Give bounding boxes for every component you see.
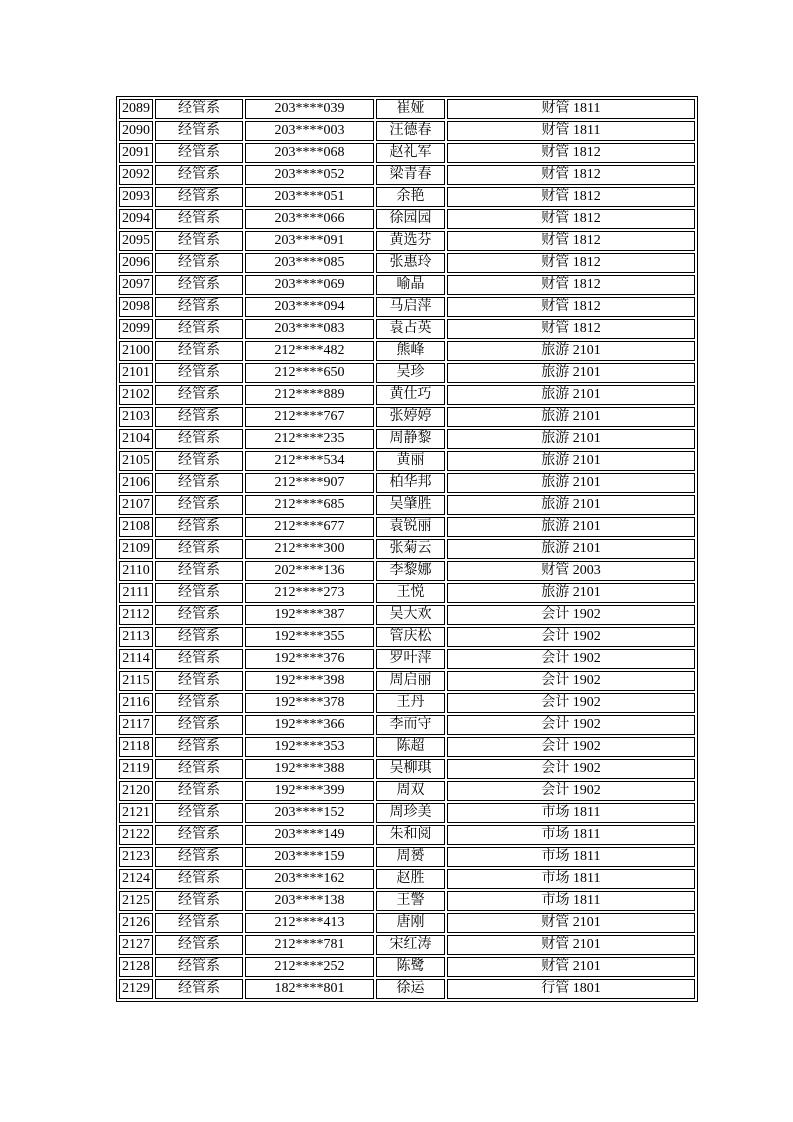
student-records-table [116,96,698,1002]
department-cell: 经管系 [155,253,243,273]
table-row [119,517,695,537]
serial-number-cell: 2108 [119,517,153,537]
student-id-cell: 203****162 [245,869,374,889]
student-id-cell: 192****388 [245,759,374,779]
student-name-cell: 王警 [376,891,445,911]
class-name-cell: 会计 1902 [447,781,695,801]
department-cell: 经管系 [155,605,243,625]
department-cell: 经管系 [155,825,243,845]
class-name-cell: 财管 1812 [447,187,695,207]
class-name-cell: 财管 1811 [447,99,695,119]
student-name-cell: 张婷婷 [376,407,445,427]
table-row [119,671,695,691]
student-name-cell: 陈超 [376,737,445,757]
class-name-cell: 旅游 2101 [447,385,695,405]
serial-number-cell: 2106 [119,473,153,493]
student-id-cell: 212****534 [245,451,374,471]
table-row [119,165,695,185]
table-row [119,693,695,713]
serial-number-cell: 2117 [119,715,153,735]
student-name-cell: 梁青春 [376,165,445,185]
serial-number-cell: 2104 [119,429,153,449]
class-name-cell: 旅游 2101 [447,407,695,427]
student-name-cell: 吴肇胜 [376,495,445,515]
table-row [119,231,695,251]
table-row [119,275,695,295]
class-name-cell: 旅游 2101 [447,341,695,361]
class-name-cell: 旅游 2101 [447,583,695,603]
student-id-cell: 203****138 [245,891,374,911]
student-id-cell: 212****300 [245,539,374,559]
table-row [119,363,695,383]
class-name-cell: 财管 2003 [447,561,695,581]
table-row [119,319,695,339]
table-row [119,627,695,647]
student-name-cell: 崔娅 [376,99,445,119]
class-name-cell: 旅游 2101 [447,429,695,449]
department-cell: 经管系 [155,385,243,405]
department-cell: 经管系 [155,979,243,999]
table-row [119,891,695,911]
class-name-cell: 会计 1902 [447,715,695,735]
class-name-cell: 旅游 2101 [447,451,695,471]
class-name-cell: 财管 2101 [447,957,695,977]
department-cell: 经管系 [155,209,243,229]
student-id-cell: 203****051 [245,187,374,207]
table-row [119,803,695,823]
student-id-cell: 203****039 [245,99,374,119]
student-name-cell: 余艳 [376,187,445,207]
student-name-cell: 李黎娜 [376,561,445,581]
table-row [119,957,695,977]
serial-number-cell: 2121 [119,803,153,823]
student-id-cell: 212****889 [245,385,374,405]
serial-number-cell: 2127 [119,935,153,955]
student-id-cell: 203****159 [245,847,374,867]
class-name-cell: 会计 1902 [447,759,695,779]
department-cell: 经管系 [155,143,243,163]
serial-number-cell: 2099 [119,319,153,339]
class-name-cell: 会计 1902 [447,737,695,757]
student-name-cell: 赵礼军 [376,143,445,163]
student-name-cell: 李而守 [376,715,445,735]
serial-number-cell: 2116 [119,693,153,713]
table-row [119,143,695,163]
table-row [119,913,695,933]
student-name-cell: 周启丽 [376,671,445,691]
student-id-cell: 192****378 [245,693,374,713]
student-name-cell: 陈鹭 [376,957,445,977]
class-name-cell: 财管 2101 [447,913,695,933]
student-id-cell: 203****091 [245,231,374,251]
class-name-cell: 财管 1812 [447,143,695,163]
table-row [119,979,695,999]
student-id-cell: 212****907 [245,473,374,493]
department-cell: 经管系 [155,715,243,735]
serial-number-cell: 2113 [119,627,153,647]
table-row [119,473,695,493]
table-row [119,451,695,471]
table-row [119,605,695,625]
class-name-cell: 财管 1812 [447,253,695,273]
table-row [119,935,695,955]
student-name-cell: 袁占英 [376,319,445,339]
table-row [119,297,695,317]
table-row [119,561,695,581]
student-id-cell: 192****376 [245,649,374,669]
student-name-cell: 周双 [376,781,445,801]
student-id-cell: 212****235 [245,429,374,449]
class-name-cell: 市场 1811 [447,847,695,867]
department-cell: 经管系 [155,869,243,889]
student-id-cell: 212****767 [245,407,374,427]
table-row [119,649,695,669]
table-row [119,407,695,427]
serial-number-cell: 2129 [119,979,153,999]
serial-number-cell: 2094 [119,209,153,229]
student-id-cell: 203****052 [245,165,374,185]
class-name-cell: 市场 1811 [447,891,695,911]
student-id-cell: 192****399 [245,781,374,801]
student-name-cell: 汪德春 [376,121,445,141]
class-name-cell: 会计 1902 [447,649,695,669]
serial-number-cell: 2091 [119,143,153,163]
serial-number-cell: 2098 [119,297,153,317]
student-id-cell: 203****094 [245,297,374,317]
student-id-cell: 203****083 [245,319,374,339]
class-name-cell: 市场 1811 [447,825,695,845]
student-id-cell: 212****677 [245,517,374,537]
serial-number-cell: 2102 [119,385,153,405]
student-name-cell: 管庆松 [376,627,445,647]
class-name-cell: 旅游 2101 [447,363,695,383]
student-name-cell: 熊峰 [376,341,445,361]
serial-number-cell: 2125 [119,891,153,911]
serial-number-cell: 2107 [119,495,153,515]
serial-number-cell: 2100 [119,341,153,361]
department-cell: 经管系 [155,495,243,515]
department-cell: 经管系 [155,319,243,339]
department-cell: 经管系 [155,891,243,911]
class-name-cell: 会计 1902 [447,693,695,713]
department-cell: 经管系 [155,957,243,977]
serial-number-cell: 2096 [119,253,153,273]
student-name-cell: 唐刚 [376,913,445,933]
class-name-cell: 市场 1811 [447,869,695,889]
department-cell: 经管系 [155,781,243,801]
serial-number-cell: 2123 [119,847,153,867]
table-row [119,781,695,801]
class-name-cell: 财管 1812 [447,297,695,317]
student-id-cell: 203****152 [245,803,374,823]
serial-number-cell: 2119 [119,759,153,779]
department-cell: 经管系 [155,363,243,383]
serial-number-cell: 2105 [119,451,153,471]
department-cell: 经管系 [155,429,243,449]
student-id-cell: 212****252 [245,957,374,977]
student-id-cell: 192****353 [245,737,374,757]
department-cell: 经管系 [155,847,243,867]
table-row [119,847,695,867]
department-cell: 经管系 [155,231,243,251]
table-row [119,385,695,405]
class-name-cell: 市场 1811 [447,803,695,823]
department-cell: 经管系 [155,803,243,823]
class-name-cell: 旅游 2101 [447,517,695,537]
class-name-cell: 财管 1812 [447,165,695,185]
table-row [119,737,695,757]
table-row [119,759,695,779]
student-name-cell: 黄丽 [376,451,445,471]
class-name-cell: 行管 1801 [447,979,695,999]
student-name-cell: 吴大欢 [376,605,445,625]
student-name-cell: 周赟 [376,847,445,867]
student-name-cell: 黄选芬 [376,231,445,251]
serial-number-cell: 2090 [119,121,153,141]
student-name-cell: 朱和阅 [376,825,445,845]
table-row [119,539,695,559]
student-id-cell: 212****650 [245,363,374,383]
student-name-cell: 袁锐丽 [376,517,445,537]
serial-number-cell: 2128 [119,957,153,977]
student-id-cell: 212****413 [245,913,374,933]
student-name-cell: 罗叶萍 [376,649,445,669]
serial-number-cell: 2122 [119,825,153,845]
serial-number-cell: 2101 [119,363,153,383]
table-row [119,583,695,603]
class-name-cell: 财管 1812 [447,319,695,339]
serial-number-cell: 2111 [119,583,153,603]
student-name-cell: 周静黎 [376,429,445,449]
serial-number-cell: 2114 [119,649,153,669]
serial-number-cell: 2112 [119,605,153,625]
serial-number-cell: 2092 [119,165,153,185]
student-id-cell: 203****085 [245,253,374,273]
class-name-cell: 会计 1902 [447,671,695,691]
class-name-cell: 财管 1812 [447,231,695,251]
serial-number-cell: 2089 [119,99,153,119]
student-name-cell: 吴柳琪 [376,759,445,779]
student-name-cell: 宋红涛 [376,935,445,955]
student-name-cell: 徐园园 [376,209,445,229]
class-name-cell: 旅游 2101 [447,473,695,493]
table-row [119,715,695,735]
department-cell: 经管系 [155,693,243,713]
department-cell: 经管系 [155,517,243,537]
student-id-cell: 203****149 [245,825,374,845]
serial-number-cell: 2093 [119,187,153,207]
serial-number-cell: 2118 [119,737,153,757]
records-table-body [119,99,695,999]
department-cell: 经管系 [155,121,243,141]
table-row [119,99,695,119]
student-id-cell: 203****003 [245,121,374,141]
serial-number-cell: 2097 [119,275,153,295]
student-id-cell: 212****685 [245,495,374,515]
department-cell: 经管系 [155,649,243,669]
department-cell: 经管系 [155,451,243,471]
student-id-cell: 203****066 [245,209,374,229]
department-cell: 经管系 [155,583,243,603]
department-cell: 经管系 [155,671,243,691]
department-cell: 经管系 [155,99,243,119]
department-cell: 经管系 [155,627,243,647]
table-row [119,121,695,141]
student-name-cell: 王丹 [376,693,445,713]
student-name-cell: 吴珍 [376,363,445,383]
department-cell: 经管系 [155,341,243,361]
department-cell: 经管系 [155,473,243,493]
table-row [119,495,695,515]
student-id-cell: 192****398 [245,671,374,691]
student-name-cell: 徐运 [376,979,445,999]
student-id-cell: 203****069 [245,275,374,295]
serial-number-cell: 2109 [119,539,153,559]
student-id-cell: 192****387 [245,605,374,625]
table-row [119,209,695,229]
student-name-cell: 黄仕巧 [376,385,445,405]
table-row [119,341,695,361]
table-row [119,253,695,273]
student-id-cell: 192****355 [245,627,374,647]
serial-number-cell: 2126 [119,913,153,933]
class-name-cell: 财管 1812 [447,275,695,295]
student-id-cell: 212****273 [245,583,374,603]
serial-number-cell: 2124 [119,869,153,889]
student-id-cell: 212****482 [245,341,374,361]
student-name-cell: 喻晶 [376,275,445,295]
student-id-cell: 202****136 [245,561,374,581]
department-cell: 经管系 [155,187,243,207]
student-id-cell: 182****801 [245,979,374,999]
serial-number-cell: 2120 [119,781,153,801]
student-name-cell: 周珍美 [376,803,445,823]
department-cell: 经管系 [155,737,243,757]
class-name-cell: 财管 1811 [447,121,695,141]
student-name-cell: 柏华邦 [376,473,445,493]
department-cell: 经管系 [155,539,243,559]
class-name-cell: 旅游 2101 [447,495,695,515]
serial-number-cell: 2115 [119,671,153,691]
serial-number-cell: 2103 [119,407,153,427]
student-name-cell: 马启萍 [376,297,445,317]
student-name-cell: 张惠玲 [376,253,445,273]
department-cell: 经管系 [155,165,243,185]
serial-number-cell: 2110 [119,561,153,581]
table-row [119,187,695,207]
department-cell: 经管系 [155,759,243,779]
table-row [119,429,695,449]
department-cell: 经管系 [155,561,243,581]
department-cell: 经管系 [155,913,243,933]
department-cell: 经管系 [155,935,243,955]
class-name-cell: 会计 1902 [447,605,695,625]
student-id-cell: 192****366 [245,715,374,735]
student-name-cell: 赵胜 [376,869,445,889]
serial-number-cell: 2095 [119,231,153,251]
class-name-cell: 财管 1812 [447,209,695,229]
department-cell: 经管系 [155,297,243,317]
class-name-cell: 会计 1902 [447,627,695,647]
student-id-cell: 203****068 [245,143,374,163]
student-id-cell: 212****781 [245,935,374,955]
student-name-cell: 张菊云 [376,539,445,559]
class-name-cell: 旅游 2101 [447,539,695,559]
department-cell: 经管系 [155,407,243,427]
department-cell: 经管系 [155,275,243,295]
table-row [119,869,695,889]
table-row [119,825,695,845]
class-name-cell: 财管 2101 [447,935,695,955]
student-name-cell: 王悦 [376,583,445,603]
